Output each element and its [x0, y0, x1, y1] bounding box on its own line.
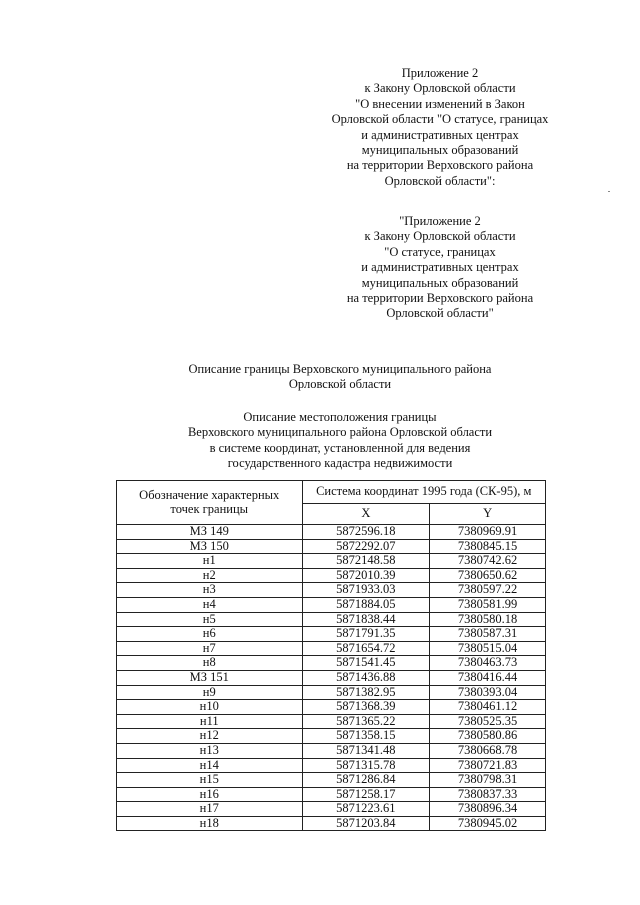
point-cell: н1 — [117, 554, 303, 569]
point-cell: н18 — [117, 816, 303, 831]
point-cell: н9 — [117, 685, 303, 700]
y-cell: 7380416.44 — [430, 670, 546, 685]
appendix-header-line: Орловской области": — [384, 173, 496, 188]
point-cell: н2 — [117, 568, 303, 583]
y-column-header: Y — [430, 504, 546, 525]
x-cell: 5872010.39 — [302, 568, 430, 583]
point-cell: н14 — [117, 758, 303, 773]
table-row — [117, 597, 546, 612]
quoted-appendix — [310, 214, 570, 322]
table-row — [117, 700, 546, 715]
y-cell: 7380668.78 — [430, 743, 546, 758]
point-cell: н6 — [117, 627, 303, 642]
table-row — [117, 773, 546, 788]
table-row — [117, 612, 546, 627]
x-cell: 5872292.07 — [302, 539, 430, 554]
point-cell: н7 — [117, 641, 303, 656]
point-cell: н16 — [117, 787, 303, 802]
point-cell: н5 — [117, 612, 303, 627]
point-cell: МЗ 150 — [117, 539, 303, 554]
point-cell: н3 — [117, 583, 303, 598]
y-cell: 7380798.31 — [430, 773, 546, 788]
x-cell: 5871791.35 — [302, 627, 430, 642]
quoted-appendix-line: на территории Верховского района — [346, 291, 534, 306]
y-cell: 7380463.73 — [430, 656, 546, 671]
table-row — [117, 729, 546, 744]
x-cell: 5871358.15 — [302, 729, 430, 744]
x-cell: 5871286.84 — [302, 773, 430, 788]
location-title-line: в системе координат, установленной для ведения — [209, 440, 471, 455]
table-row — [117, 743, 546, 758]
table-row — [117, 583, 546, 598]
y-cell: 7380650.62 — [430, 568, 546, 583]
x-cell: 5871368.39 — [302, 700, 430, 715]
table-row — [117, 787, 546, 802]
table-row — [117, 802, 546, 817]
x-cell: 5871884.05 — [302, 597, 430, 612]
quoted-appendix-line: муниципальных образований — [361, 275, 519, 290]
quoted-appendix-line: Орловской области" — [386, 306, 494, 321]
points-header-line: Обозначение характерных — [139, 487, 280, 502]
coordinate-system-header: Система координат 1995 года (СК-95), м — [302, 481, 546, 504]
table-row — [117, 656, 546, 671]
x-cell: 5871838.44 — [302, 612, 430, 627]
table-row — [117, 685, 546, 700]
appendix-header-line: на территории Верховского района — [346, 158, 534, 173]
y-cell: 7380837.33 — [430, 787, 546, 802]
y-cell: 7380393.04 — [430, 685, 546, 700]
appendix-header-line: Приложение 2 — [401, 66, 479, 80]
appendix-header-line: Орловской области "О статусе, границах — [331, 112, 549, 127]
table-row — [117, 539, 546, 554]
location-title-line: Описание местоположения границы — [243, 410, 437, 424]
x-cell: 5871315.78 — [302, 758, 430, 773]
quoted-appendix-line: "О статусе, границах — [384, 244, 496, 259]
y-cell: 7380845.15 — [430, 539, 546, 554]
x-cell: 5871341.48 — [302, 743, 430, 758]
quoted-appendix-line: и административных центрах — [361, 260, 519, 275]
y-cell: 7380581.99 — [430, 597, 546, 612]
y-cell: 7380580.18 — [430, 612, 546, 627]
x-cell: 5871258.17 — [302, 787, 430, 802]
point-cell: н8 — [117, 656, 303, 671]
location-title-line: Верховского муниципального района Орловской области — [187, 425, 493, 440]
point-cell: МЗ 149 — [117, 525, 303, 540]
table-row — [117, 670, 546, 685]
point-cell: н10 — [117, 700, 303, 715]
point-cell: н13 — [117, 743, 303, 758]
y-cell: 7380945.02 — [430, 816, 546, 831]
x-cell: 5871654.72 — [302, 641, 430, 656]
table-row — [117, 627, 546, 642]
x-cell: 5872148.58 — [302, 554, 430, 569]
boundary-title-line: Описание границы Верховского муниципального района — [188, 362, 492, 376]
y-cell: 7380587.31 — [430, 627, 546, 642]
table-row — [117, 758, 546, 773]
appendix-header — [310, 66, 570, 189]
x-cell: 5872596.18 — [302, 525, 430, 540]
coordinates-table — [116, 480, 546, 831]
points-column-header — [117, 481, 303, 525]
x-cell: 5871436.88 — [302, 670, 430, 685]
y-cell: 7380580.86 — [430, 729, 546, 744]
y-cell: 7380461.12 — [430, 700, 546, 715]
location-title-line: государственного кадастра недвижимости — [227, 456, 453, 471]
y-cell: 7380969.91 — [430, 525, 546, 540]
appendix-header-line: к Закону Орловской области — [364, 81, 516, 96]
x-column-header: X — [302, 504, 430, 525]
x-cell: 5871933.03 — [302, 583, 430, 598]
x-cell: 5871203.84 — [302, 816, 430, 831]
x-cell: 5871365.22 — [302, 714, 430, 729]
point-cell: н4 — [117, 597, 303, 612]
table-row — [117, 568, 546, 583]
appendix-header-line: муниципальных образований — [361, 143, 519, 158]
quoted-appendix-line: "Приложение 2 — [399, 214, 481, 228]
table-row — [117, 641, 546, 656]
table-row — [117, 525, 546, 540]
appendix-header-line: и административных центрах — [361, 127, 519, 142]
table-row — [117, 816, 546, 831]
quoted-appendix-line: к Закону Орловской области — [364, 229, 516, 244]
y-cell: 7380896.34 — [430, 802, 546, 817]
table-row — [117, 714, 546, 729]
point-cell: н11 — [117, 714, 303, 729]
location-title — [120, 410, 560, 472]
y-cell: 7380721.83 — [430, 758, 546, 773]
x-cell: 5871541.45 — [302, 656, 430, 671]
point-cell: н15 — [117, 773, 303, 788]
point-cell: МЗ 151 — [117, 670, 303, 685]
appendix-header-line: "О внесении изменений в Закон — [355, 96, 525, 111]
y-cell: 7380742.62 — [430, 554, 546, 569]
points-header-line: точек границы — [170, 501, 249, 516]
point-cell: н17 — [117, 802, 303, 817]
y-cell: 7380597.22 — [430, 583, 546, 598]
y-cell: 7380525.35 — [430, 714, 546, 729]
y-cell: 7380515.04 — [430, 641, 546, 656]
scan-speck — [608, 191, 610, 192]
table-row — [117, 554, 546, 569]
point-cell: н12 — [117, 729, 303, 744]
boundary-title — [120, 362, 560, 393]
x-cell: 5871223.61 — [302, 802, 430, 817]
boundary-title-line: Орловской области — [288, 377, 392, 392]
x-cell: 5871382.95 — [302, 685, 430, 700]
